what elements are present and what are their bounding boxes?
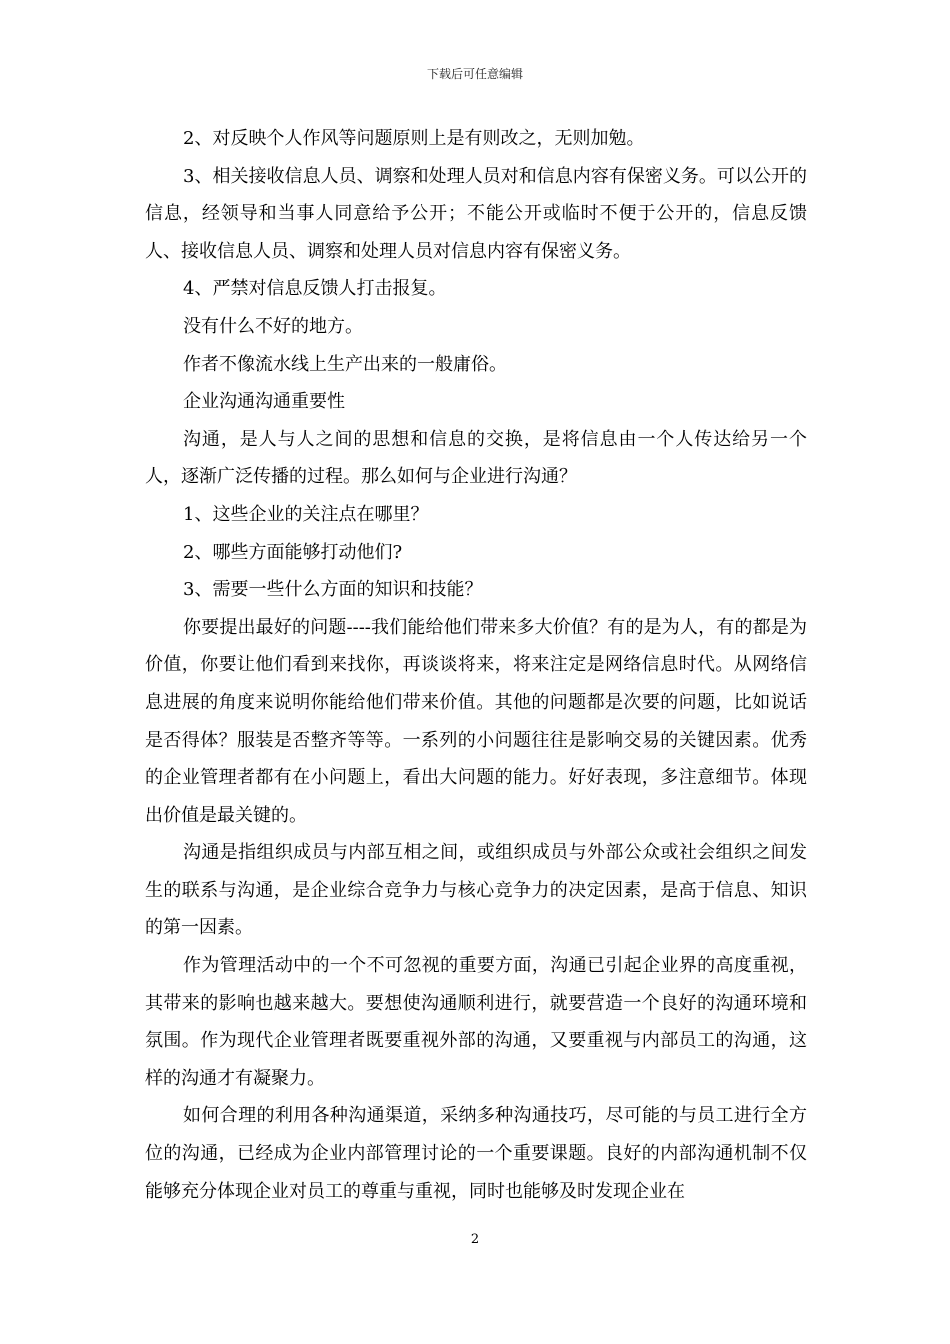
paragraph: 没有什么不好的地方。 [183,315,363,337]
paragraph: 作者不像流水线上生产出来的一般庸俗。 [183,353,507,375]
paragraph: 3、相关接收信息人员、调察和处理人员对和信息内容有保密义务。可以公开的信息，经领导和当事人同意给予公开；不能公开或临时不便于公开的，信息反馈人、接收信息人员、调察和处理人员对信息内容有保密义务。 [145,165,807,262]
paragraph: 2、对反映个人作风等问题原则上是有则改之，无则加勉。 [183,128,645,149]
list-item: 2、哪些方面能够打动他们? [183,541,403,563]
paragraph: 沟通是指组织成员与内部互相之间，或组织成员与外部公众或社会组织之间发生的联系与沟通，是企业综合竞争力与核心竞争力的决定因素，是高于信息、知识的第一因素。 [145,842,807,939]
page-number: 2 [470,1232,480,1247]
paragraph: 4、严禁对信息反馈人打击报复。 [183,278,447,300]
paragraph: 你要提出最好的问题----我们能给他们带来多大价值？有的是为人，有的都是为价值，你要让他们看到来找你，再谈谈将来，将来注定是网络信息时代。从网络信息进展的角度来说明你能给他们带来价值。其他的问题都是次要的问题，比如说话是否得体？服装是否整齐等等。一系列的小问题往往是影响交易的关键因素。优秀的企业管理者都有在小问题上，看出大问题的能力。好好表现，多注意细节。体现出价值是最关键的。 [145,616,807,826]
document-body [145,120,807,1210]
list-item: 1、这些企业的关注点在哪里？ [183,503,429,525]
page-header: 下载后可任意编辑 [426,67,523,81]
section-heading: 企业沟通沟通重要性 [183,391,345,413]
paragraph: 作为管理活动中的一个不可忽视的重要方面，沟通已引起企业界的高度重视，其带来的影响也越来越大。要想使沟通顺利进行，就要营造一个良好的沟通环境和氛围。作为现代企业管理者既要重视外部的沟通，又要重视与内部员工的沟通，这样的沟通才有凝聚力。 [145,955,807,1089]
list-item: 3、需要一些什么方面的知识和技能？ [183,579,483,601]
paragraph: 沟通，是人与人之间的思想和信息的交换，是将信息由一个人传达给另一个人，逐渐广泛传播的过程。那么如何与企业进行沟通？ [145,428,807,488]
paragraph: 如何合理的利用各种沟通渠道，采纳多种沟通技巧，尽可能的与员工进行全方位的沟通，已经成为企业内部管理讨论的一个重要课题。良好的内部沟通机制不仅能够充分体现企业对员工的尊重与重视，同时也能够及时发现企业在 [145,1105,807,1202]
